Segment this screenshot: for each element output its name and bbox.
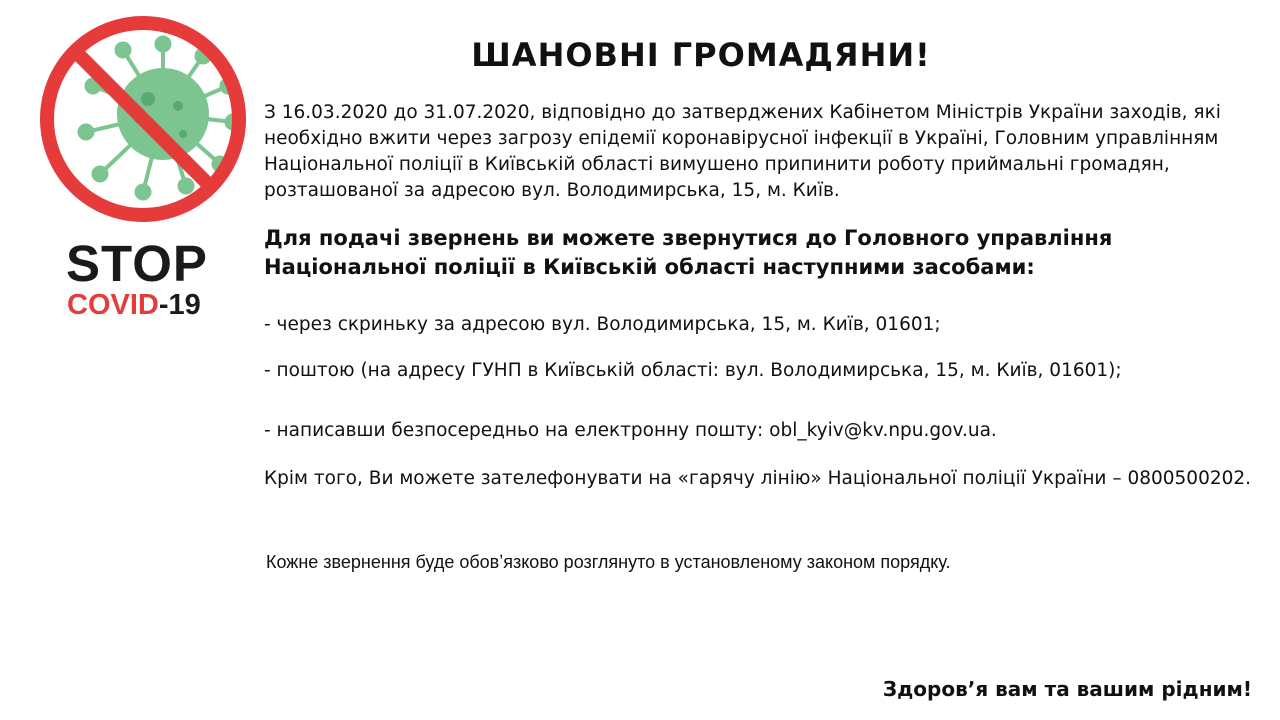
stop-logo-text: STOP [66,235,208,292]
farewell-text: Здоровʼя вам та вашим рідним! [882,677,1252,701]
intro-paragraph: З 16.03.2020 до 31.07.2020, відповідно до затверджених Кабінетом Міністрів України заходів, які необхідно вжити через загрозу епідемії коронавірусної інфекції в Україні, Головним управлінням Національної поліції в Київській області вимушено припинити роботу приймальні громадян, розташованої за адресою вул. Володимирська, 15, м. Київ. [264,102,1221,201]
method-email: - написавши безпосередньо на електронну пошту: obl_kyiv@kv.npu.gov.ua. [264,420,997,441]
virus-prohibited-icon [38,14,248,224]
hotline-paragraph: Крім того, Ви можете зателефонувати на «гарячу лінію» Національної поліції України – 0800500202. [264,468,1252,489]
contact-methods-heading: Для подачі звернень ви можете звернутися до Головного управління Національної поліції в Київській області наступними засобами: [264,226,1113,279]
notice-title: ШАНОВНІ ГРОМАДЯНИ! [471,36,931,74]
covid-logo-word: COVID [67,289,159,321]
covid-logo-suffix: -19 [158,289,201,321]
closing-note: Кожне звернення буде обовʼязково розглянуто в установленому законом порядку. [266,552,951,572]
method-post: - поштою (на адресу ГУНП в Київській області: вул. Володимирська, 15, м. Київ, 01601); [264,360,1122,381]
method-mailbox: - через скриньку за адресою вул. Володимирська, 15, м. Київ, 01601; [264,314,941,335]
covid-logo-text [67,289,227,321]
